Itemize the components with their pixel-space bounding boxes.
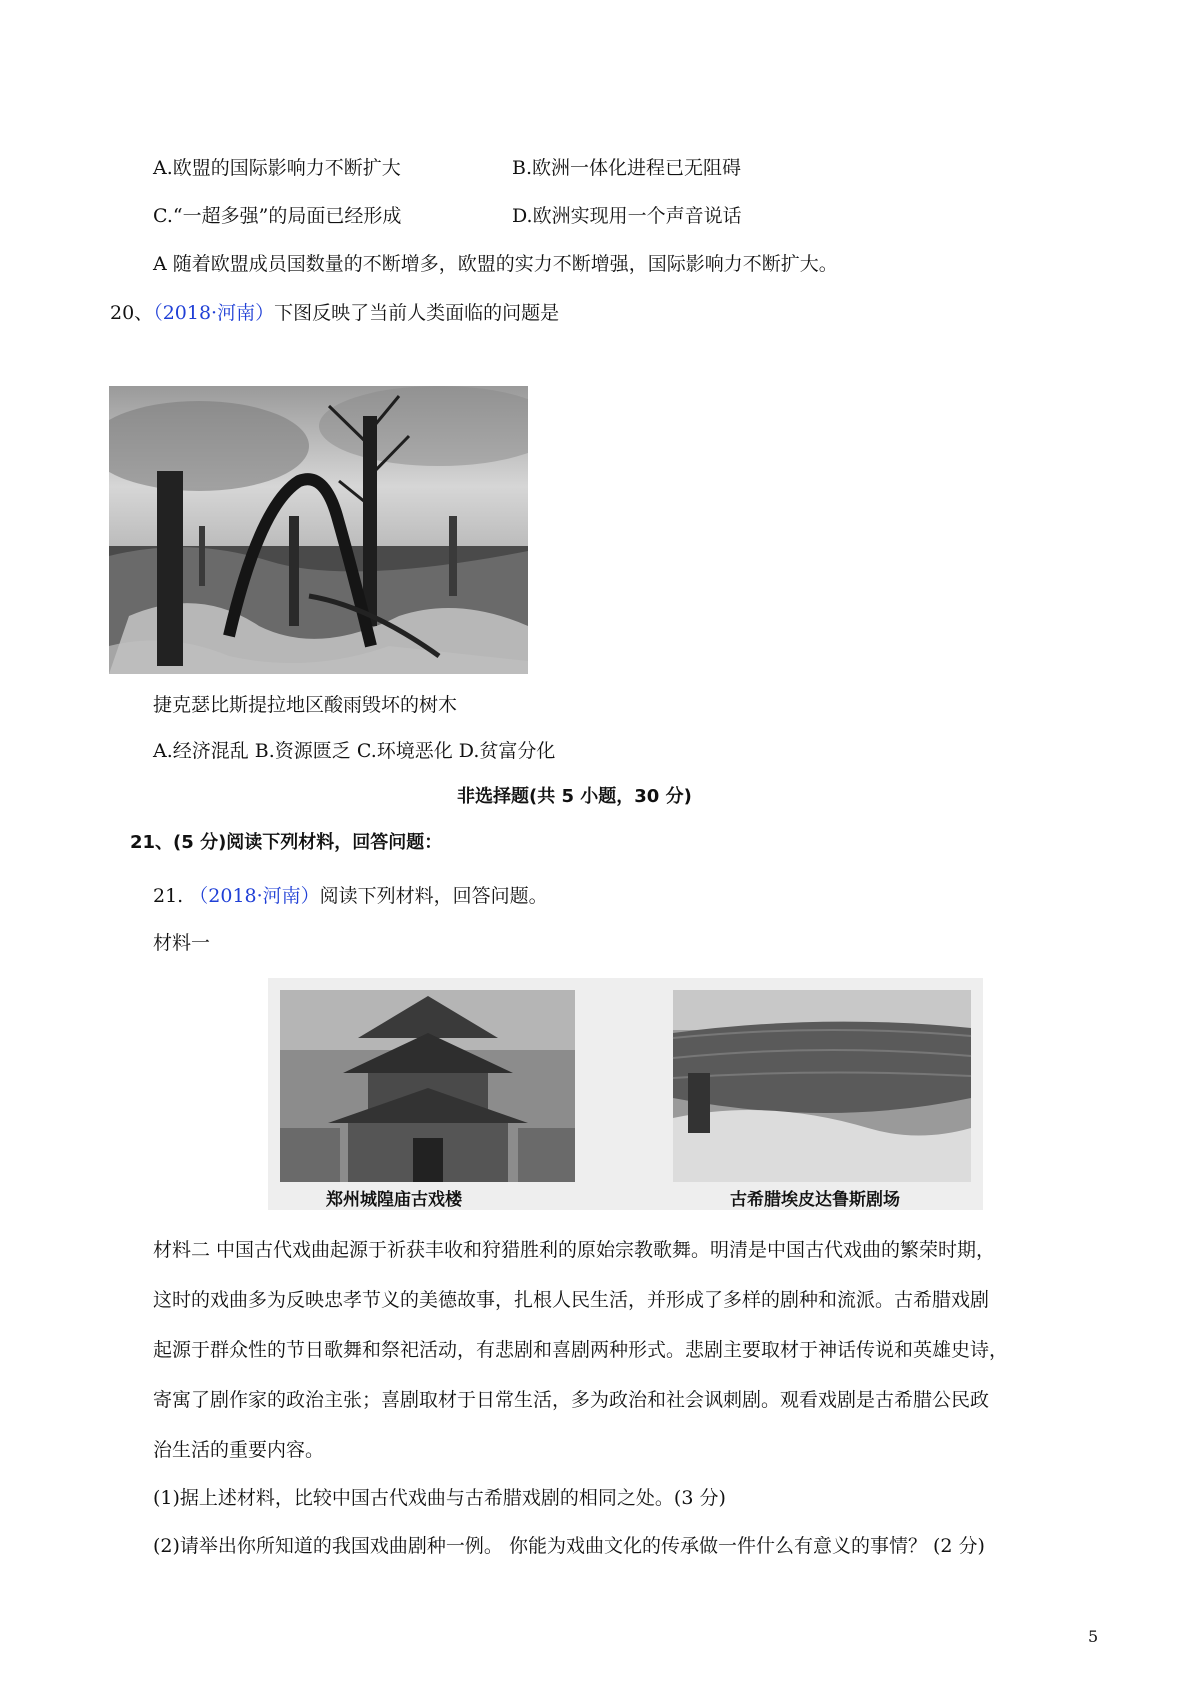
q19-option-a: A.欧盟的国际影响力不断扩大 (153, 157, 401, 179)
q21-question-2: (2)请举出你所知道的我国戏曲剧种一例。 你能为戏曲文化的传承做一件什么有意义的事情？ (2 分) (153, 1535, 985, 1557)
q20-options: A.经济混乱 B.资源匮乏 C.环境恶化 D.贫富分化 (153, 740, 556, 762)
material2-line-2: 这时的戏曲多为反映忠孝节义的美德故事，扎根人民生活，并形成了多样的剧种和流派。古希腊戏剧 (153, 1289, 990, 1311)
q20-source: （2018·河南） (153, 302, 275, 324)
q21-material1-label: 材料一 (153, 932, 211, 954)
material2-line-5: 治生活的重要内容。 (153, 1439, 325, 1461)
section-title: 非选择题(共 5 小题，30 分) (457, 786, 692, 807)
q21-question-1: (1)据上述材料，比较中国古代戏曲与古希腊戏剧的相同之处。(3 分) (153, 1487, 726, 1509)
material2-line-3: 起源于群众性的节日歌舞和祭祀活动，有悲剧和喜剧两种形式。悲剧主要取材于神话传说和英雄史诗， (153, 1339, 1009, 1361)
material2-line-1: 材料二 中国古代戏曲起源于祈获丰收和狩猎胜利的原始宗教歌舞。明清是中国古代戏曲的繁荣时期， (153, 1239, 996, 1261)
q19-option-d: D.欧洲实现用一个声音说话 (512, 205, 742, 227)
q19-answer: A 随着欧盟成员国数量的不断增多，欧盟的实力不断增强，国际影响力不断扩大。 (153, 253, 838, 275)
q21-number: 21. (153, 885, 184, 907)
photo2-caption: 古希腊埃皮达鲁斯剧场 (730, 1190, 900, 1210)
page-number: 5 (1088, 1627, 1099, 1646)
q21-stem: 阅读下列材料，回答问题。 (319, 885, 548, 907)
q20-number: 20、 (110, 302, 154, 324)
q19-option-b: B.欧洲一体化进程已无阻碍 (512, 157, 742, 179)
q20-stem-line (110, 300, 559, 326)
q21-stem-line (153, 883, 548, 909)
material2-line-4: 寄寓了剧作家的政治主张；喜剧取材于日常生活，多为政治和社会讽刺剧。观看戏剧是古希腊公民政 (153, 1389, 990, 1411)
acid-rain-trees-photo (109, 386, 528, 674)
material1-photos (268, 978, 983, 1210)
photo1-caption: 郑州城隍庙古戏楼 (326, 1190, 462, 1210)
q20-image-caption: 捷克瑟比斯提拉地区酸雨毁坏的树木 (153, 694, 458, 716)
q21-header: 21、(5 分)阅读下列材料，回答问题： (130, 832, 443, 853)
q19-option-c: C.“一超多强”的局面已经形成 (153, 205, 402, 227)
q21-source: （2018·河南） (189, 885, 320, 907)
q20-stem: 下图反映了当前人类面临的问题是 (274, 302, 560, 324)
